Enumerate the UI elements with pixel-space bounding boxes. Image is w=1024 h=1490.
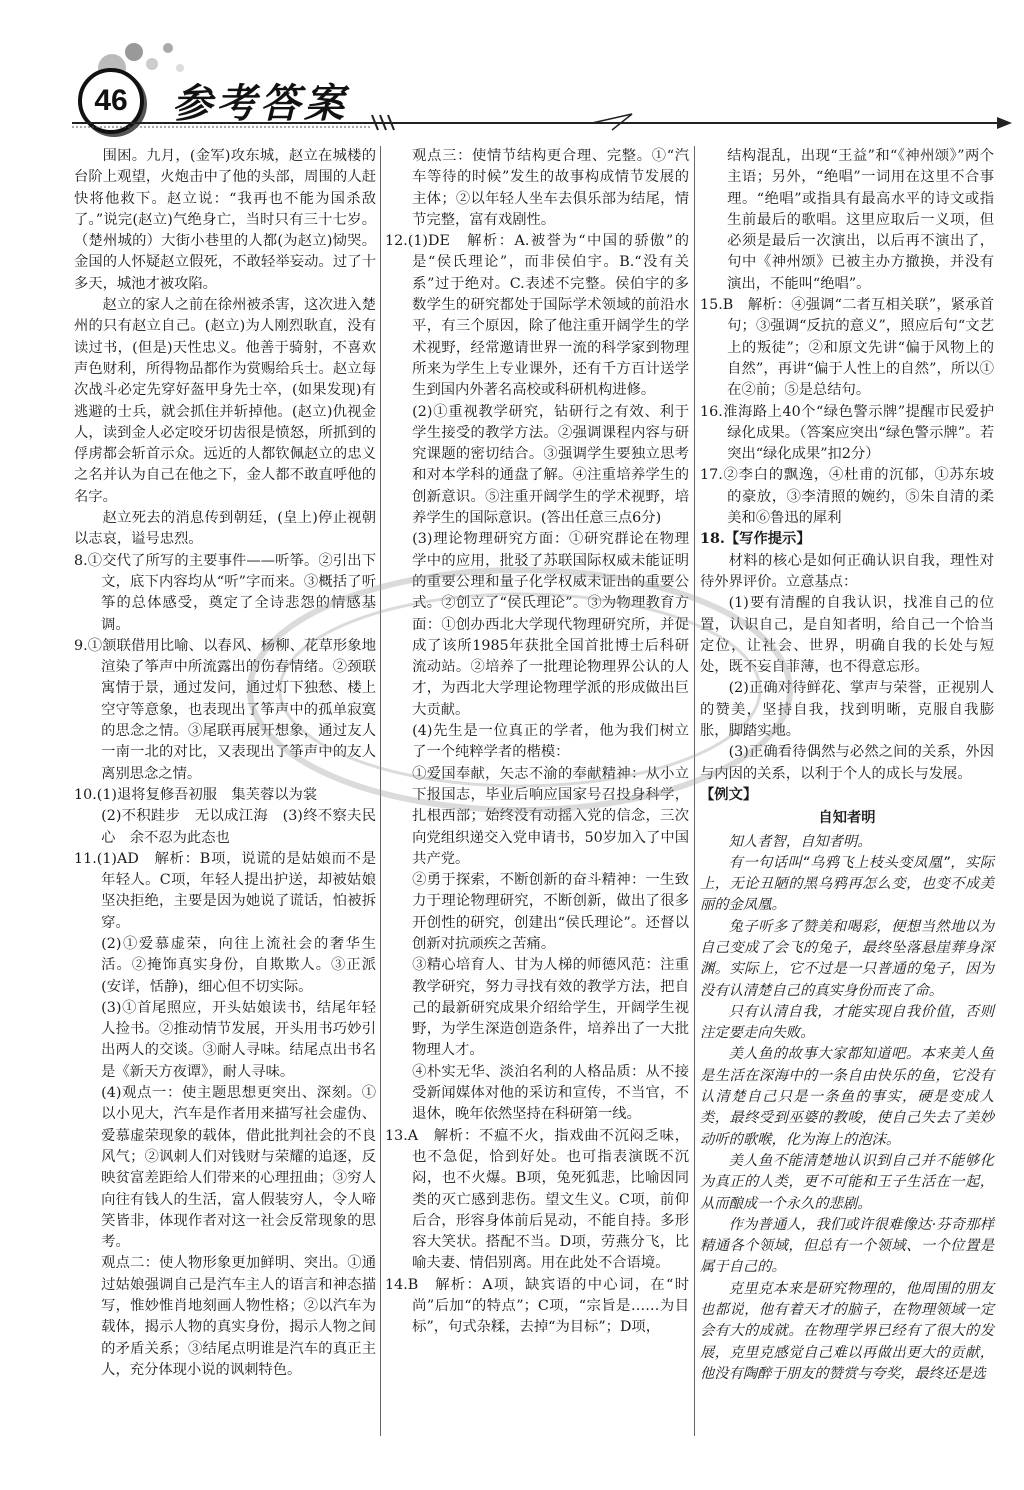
answer-column-1: [74, 146, 376, 1381]
answer-paragraph: 围困。九月，(金军)攻东城，赵立在城楼的台阶上观望，火炮击中了他的头部，周围的人赶快将他救下。赵立说：“我再也不能为国杀敌了。”说完(赵立)气绝身亡，当时只有三十七岁。（楚州城的）大街小巷里的人都(为赵立)恸哭。金国的人怀疑赵立假死，不敢轻举妄动。过了十多天，城池才被攻陷。: [74, 148, 376, 292]
column-divider: [380, 146, 381, 1436]
answer-paragraph: 10.(1)退将复修吾初服 集芙蓉以为裳: [74, 786, 318, 803]
essay-paragraph: 知人者智，自知者明。: [728, 833, 872, 850]
answer-paragraph: 结构混乱，出现“王益”和“《神州颂》”两个主语；另外，“绝唱”一词用在这里不合事理。“绝唱”或指具有最高水平的诗文或指生前最后的歌唱。这里应取后一义项，但必须是最后一次演出，以后再不演出了，句中《神州颂》已被主办方撤换，并没有演出，不能叫“绝唱”。: [727, 148, 994, 292]
answer-paragraph: (3)理论物理研究方面：①研究群论在物理学中的应用，批驳了苏联国际权威未能证明的重要公理和量子化学权威未证出的重要公式。②创立了“侯氏理论”。③为物理教育方面：①创办西北大学现代物理研究所，并促成了该所1985年获批全国首批博士后科研流动站。②培养了一批理论物理界公认的人才，为西北大学理论物理学派的形成做出巨大贡献。: [412, 531, 689, 718]
answer-paragraph: (2)正确对待鲜花、掌声与荣誉，正视别人的赞美，坚持自我，找到明晰，克服自我膨胀，脚踏实地。: [700, 680, 994, 740]
answer-paragraph: 16.淮海路上40个“绿色警示牌”提醒市民爱护绿化成果。（答案应突出“绿色警示牌”。若突出“绿化成果”扣2分）: [700, 403, 994, 463]
answer-paragraph: 12.(1)DE 解析：A.被誉为“中国的骄傲”的是“侯氏理论”，而非侯伯宇。B.“没有关系”过于绝对。C.表述不完整。侯伯宇的多数学生的研究都处于国际学术领域的前沿水平，有三个原因，除了他注重开阔学生的学术视野，经常邀请世界一流的科学家到物理所来为学生上专业课外，还有千方百计送学生到国内外著名高校或科研机构进修。: [385, 233, 689, 399]
section-tag: 【例文】: [700, 786, 758, 803]
column-divider: [694, 146, 695, 1436]
answer-paragraph: (2)①重视教学研究，钻研行之有效、利于学生接受的教学方法。②强调课程内容与研究课题的密切结合。③强调学生要独立思考和对本学科的通盘了解。④注重培养学生的创新意识。⑤注重开阔学生的学术视野，培养学生的国际意识。(答出任意三点6分): [412, 403, 689, 527]
answer-paragraph: ③精心培育人、甘为人梯的师德风范：注重教学研究，努力寻找有效的教学方法，把自己的最新研究成果介绍给学生，开阔学生视野，为学生深造创造条件，培养出了一大批物理人才。: [412, 957, 689, 1059]
answer-paragraph: 观点三：使情节结构更合理、完整。①“汽车等待的时候”发生的故事构成情节发展的主体；②以年轻人坐车去俱乐部为结尾，情节完整，富有戏剧性。: [412, 148, 689, 228]
answer-paragraph: ④朴实无华、淡泊名利的人格品质：从不接受新闻媒体对他的采访和宣传，不当官，不退休，晚年依然坚持在科研第一线。: [412, 1063, 689, 1123]
essay-paragraph: 只有认清自我，才能实现自我价值，否则注定要走向失败。: [700, 1003, 994, 1042]
answer-paragraph: (2)①爱慕虚荣，向往上流社会的奢华生活。②掩饰真实身份，自欺欺人。③正派(安详，恬静)，细心但不切实际。: [101, 935, 376, 995]
essay-title: 自知者明: [818, 810, 876, 827]
answer-paragraph: 17.②李白的飘逸，④杜甫的沉郁，①苏东坡的豪放，③李清照的婉约，⑤朱自清的柔美和⑥鲁迅的犀利: [700, 467, 994, 527]
answer-paragraph: (4)观点一：使主题思想更突出、深刻。①以小见大，汽车是作者用来描写社会虚伪、爱慕虚荣现象的载体，借此批判社会的不良风气；②讽刺人们对钱财与荣耀的追逐，反映贫富差距给人们带来的心理扭曲；③穷人向往有钱人的生活，富人假装穷人，令人啼笑皆非，体现作者对这一社会反常现象的思考。: [101, 1085, 376, 1251]
answer-paragraph: 14.B 解析：A项，缺宾语的中心词，在“时尚”后加“的特点”；C项，“宗旨是……为目标”，句式杂糅，去掉“为目标”；D项，: [385, 1276, 689, 1336]
essay-paragraph: 兔子听多了赞美和喝彩，便想当然地以为自己变成了会飞的兔子，最终坠落悬崖葬身深渊。实际上，它不过是一只普通的兔子，因为没有认清楚自己的真实身份而丧了命。: [700, 918, 994, 999]
answer-paragraph: 8.①交代了所写的主要事件——听筝。②引出下文，底下内容均从“听”字而来。③概括了听筝的总体感受，奠定了全诗悲怨的情感基调。: [74, 552, 376, 633]
answer-paragraph: ②勇于探索，不断创新的奋斗精神：一生致力于理论物理研究，不断创新，做出了很多开创性的研究，创建出“侯氏理论”。还督以创新对抗顽疾之苦痛。: [412, 872, 689, 952]
section-heading: [700, 529, 994, 550]
essay-paragraph: 有一句话叫“乌鸦飞上枝头变凤凰”，实际上，无论丑陋的黑乌鸦再怎么变，也变不成美丽的金凤凰。: [700, 854, 994, 914]
essay-paragraph: 克里克本来是研究物理的，他周围的朋友也都说，他有着天才的脑子，在物理领域一定会有大的成就。在物理学界已经有了很大的发展，克里克感觉自己难以再做出更大的贡献，他没有陶醉于朋友的赞赏与夸奖，最终还是选: [700, 1280, 994, 1382]
answer-paragraph: 13.A 解析：不瘟不火，指戏曲不沉闷乏味，也不急促，恰到好处。也可指表演既不沉闷，也不火爆。B项，兔死狐悲，比喻因同类的灭亡感到悲伤。望文生义。C项，前仰后合，形容身体前后晃动，不能自持。多形容大笑状。搭配不当。D项，劳燕分飞，比喻夫妻、情侣别离。用在此处不合语境。: [385, 1127, 689, 1272]
answer-paragraph: (3)正确看待偶然与必然之间的关系，外因与内因的关系，以利于个人的成长与发展。: [700, 744, 994, 782]
answer-paragraph: 赵立的家人之前在徐州被杀害，这次进入楚州的只有赵立自己。(赵立)为人刚烈耿直，没有读过书，(但是)天性忠义。他善于骑射，不喜欢声色财利，所得物品都作为赏赐给兵士。赵立每次战斗必定先穿好盔甲身先士卒，(如果发现)有逃避的士兵，就会抓住并斩掉他。(赵立)仇视金人，读到金人必定咬牙切齿很是愤怒，所抓到的俘虏都会斩首示众。远近的人都钦佩赵立的忠义之名并认为自己在他之下，金人都不敢直呼他的名字。: [74, 297, 376, 505]
section-heading: [700, 785, 994, 806]
answer-paragraph: 赵立死去的消息传到朝廷，(皇上)停止视朝以志哀，谥号忠烈。: [74, 510, 376, 548]
answer-paragraph: 9.①颔联借用比喻、以春风、杨柳、花草形象地渲染了筝声中所流露出的伤春情绪。②颈联寓情于景，通过发问，通过灯下独愁、楼上空守等意象，也表现出了筝声中的孤单寂寞的思念之情。③尾联再展开想象，通过友人一南一北的对比，又表现出了筝声中的友人离别思念之情。: [74, 637, 376, 782]
essay-paragraph: 美人鱼的故事大家都知道吧。本来美人鱼是生活在深海中的一条自由快乐的鱼，它没有认清楚自己只是一条鱼的事实，硬是变成人类，最终受到巫婆的教唆，使自己失去了美妙动听的歌喉，化为海上的泡沫。: [700, 1046, 994, 1148]
answer-column-2: [385, 146, 689, 1339]
answer-paragraph: (4)先生是一位真正的学者，他为我们树立了一个纯粹学者的楷模：: [412, 723, 689, 761]
answer-paragraph: 材料的核心是如何正确认识自我，理性对待外界评价。立意基点：: [700, 552, 994, 590]
answer-paragraph: 11.(1)AD 解析：B项，说谎的是姑娘而不是年轻人。C项，年轻人提出护送，却被姑娘坚决拒绝，主要是因为她说了谎话，怕被拆穿。: [74, 850, 376, 931]
answer-paragraph: ①爱国奉献，矢志不渝的奉献精神：从小立下报国志，毕业后响应国家号召投身科学，扎根西部；始终没有动摇入党的信念，三次向党组织递交入党申请书，50岁加入了中国共产党。: [412, 765, 689, 867]
answer-column-3: [700, 146, 994, 1385]
answer-paragraph: (2)不积跬步 无以成江海 (3)终不察夫民心 余不忍为此态也: [101, 808, 376, 846]
section-tag: 18.【写作提示】: [700, 531, 811, 548]
header-rule-arrow-icon: [72, 112, 1012, 132]
page-number-badge: 46: [78, 68, 144, 134]
answer-paragraph: (3)①首尾照应，开头姑娘读书，结尾年轻人捡书。②推动情节发展，开头用书巧妙引出两人的交谈。③耐人寻味。结尾点出书名是《新天方夜谭》，耐人寻味。: [101, 999, 376, 1080]
essay-paragraph: 作为普通人，我们或许很难像达·芬奇那样精通各个领域，但总有一个领域、一个位置是属于自己的。: [700, 1216, 994, 1276]
answer-paragraph: (1)要有清醒的自我认识，找准自己的位置，认识自己，是自知者明，给自己一个恰当定位，让社会、世界，明确自我的长处与短处，既不妄自菲薄，也不得意忘形。: [700, 595, 994, 676]
answer-paragraph: 观点二：使人物形象更加鲜明、突出。①通过姑娘强调自己是汽车主人的语言和神态描写，惟妙惟肖地刻画人物性格；②以汽车为载体，揭示人物的真实身份，揭示人物之间的矛盾关系；③结尾点明谁是汽车的真正主人，充分体现小说的讽刺特色。: [101, 1255, 376, 1378]
answer-paragraph: 15.B 解析：④强调“二者互相关联”，紧承首句；③强调“反抗的意义”，照应后句“文艺上的叛徒”；②和原文先讲“偏于风物上的自然”，再讲“偏于人性上的自然”，所以①在②前；⑤是总结句。: [700, 297, 994, 399]
essay-paragraph: 美人鱼不能清楚地认识到自己并不能够化为真正的人类，更不可能和王子生活在一起，从而酿成一个永久的悲剧。: [700, 1152, 994, 1212]
page-title: 参考答案: [172, 81, 348, 127]
page-header: [0, 0, 1024, 135]
